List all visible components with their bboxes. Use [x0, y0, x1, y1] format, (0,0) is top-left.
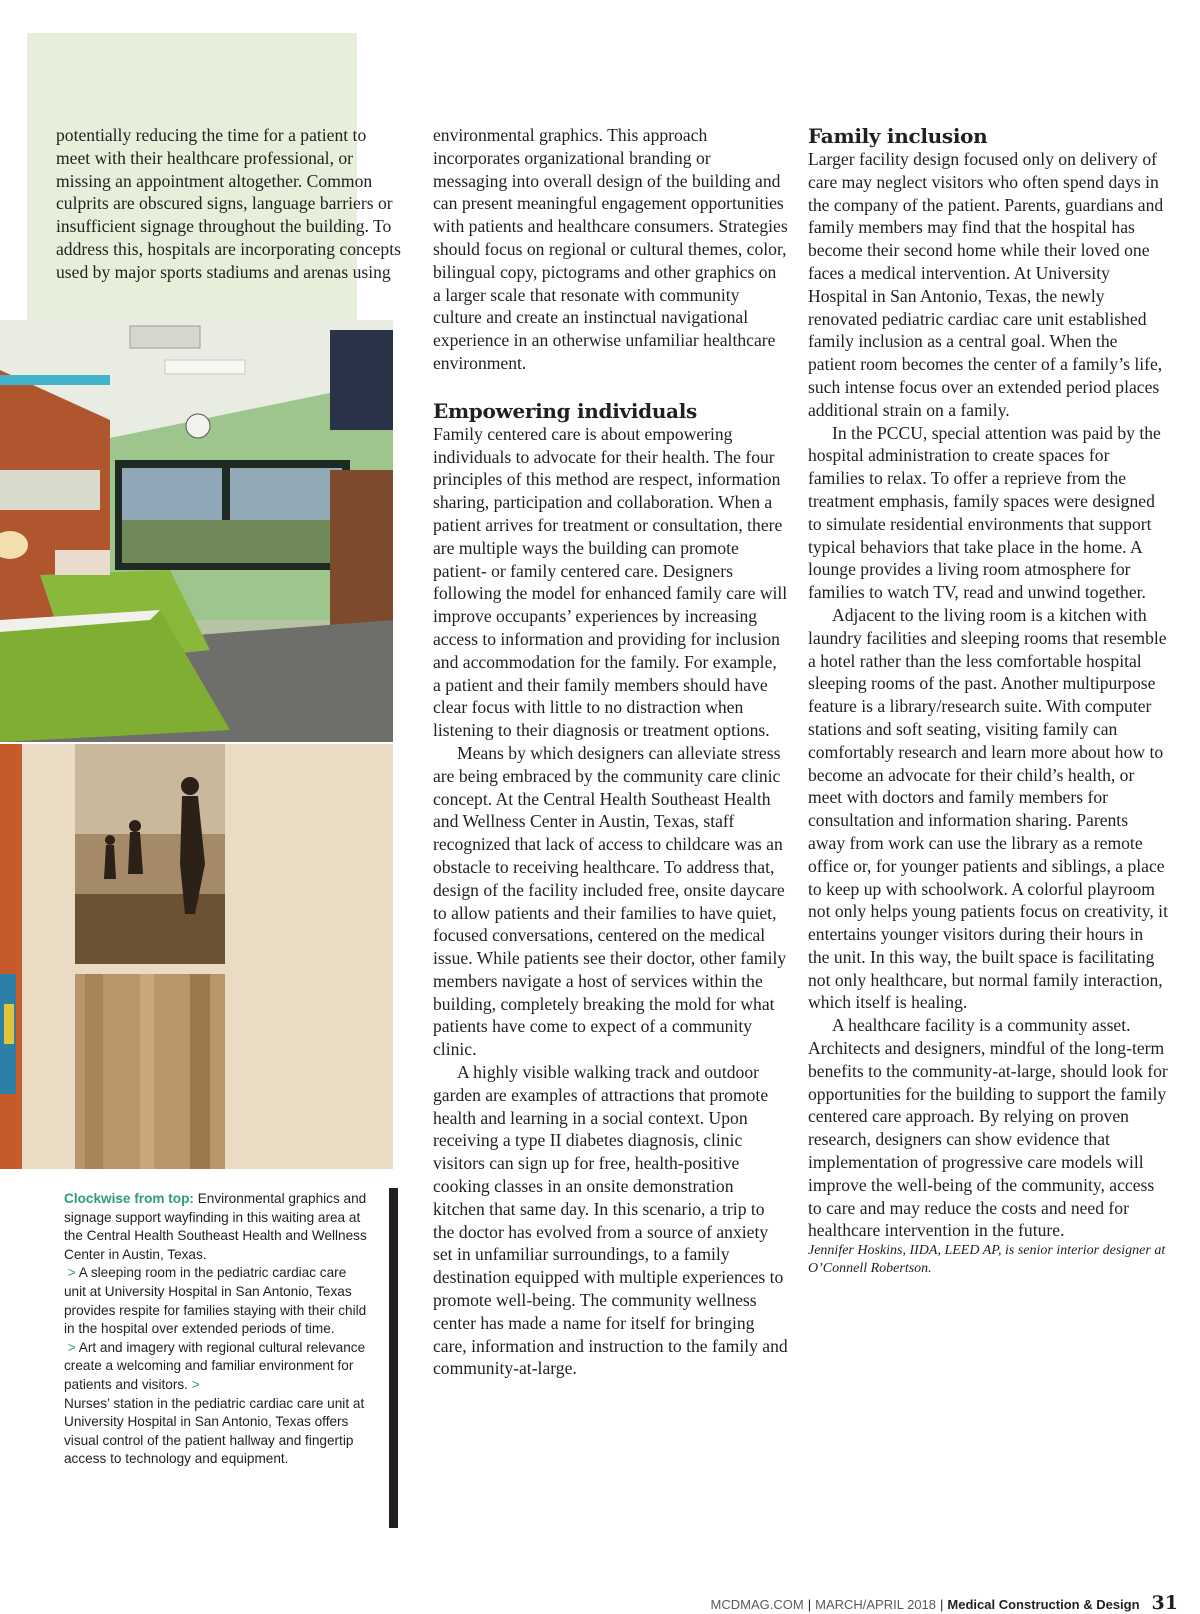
column2-paragraph-4: A highly visible walking track and outdoor garden are examples of attractions that promote health and learning in a social context. Upon receiving a type II diabetes diagnosis, clinic visitors can sign up for free, health-positive cooking classes in an onsite demonstration kitchen that same day. In this scenario, a trip to the doctor has evolved from a source of anxiety set in unfamiliar surroundings, to a family destination equipped with multiple experiences to promote well-being. The community wellness center has made a name for itself for bringing care, information and instruction to the family and community-at-large. — [433, 1062, 788, 1379]
caption-text-3: Art and imagery with regional cultural relevance create a welcoming and familiar environment for patients and visitors. — [64, 1339, 366, 1392]
caption-divider-bar — [389, 1188, 398, 1528]
footer-publication: Medical Construction & Design — [947, 1597, 1140, 1612]
column3-paragraph-1: Larger facility design focused only on delivery of care may neglect visitors who often spend days in the company of the patient. Parents, guardians and family members may find that the hospital has become their second home while their loved one faces a medical intervention. At University Hospital in San Antonio, Texas, the newly renovated pediatric cardiac care unit established family inclusion as a central goal. When the patient room becomes the center of a family’s life, such intense focus over an extended period places additional strain on a family. — [808, 149, 1164, 420]
caption-arrow-icon: > — [191, 1376, 200, 1392]
caption-third — [64, 1339, 369, 1395]
caption-text-2: A sleeping room in the pediatric cardiac care unit at University Hospital in San Antonio, Texas provides respite for families staying with their child in the hospital over extended periods of time. — [64, 1265, 367, 1337]
column3-paragraph-4: A healthcare facility is a community asset. Architects and designers, mindful of the long-term benefits to the community-at-large, should look for opportunities for the building to support the family centered care approach. By relying on proven research, designers can show evidence that implementation of progressive care models will improve the well-being of the community, access to care and may reduce the costs and need for healthcare intervention in the future. — [808, 1015, 1168, 1241]
caption-fourth — [64, 1395, 369, 1469]
column2-paragraph-2: Family centered care is about empowering individuals to advocate for their health. The four principles of this method are respect, information sharing, participation and collaboration. When a patient arrives for treatment or consultation, there are multiple ways the building can promote patient- or family centered care. Designers following the model for enhanced family care will improve occupants’ experiences by increasing access to information and providing for inclusion and accommodation for the family. For example, a patient and their family members should have clear focus with little to no distraction when listening to their diagnosis or treatment options. — [433, 423, 788, 741]
column-1 — [56, 124, 401, 284]
column-3 — [808, 124, 1168, 1278]
caption-text-4: Nurses’ station in the pediatric cardiac care unit at University Hospital in San Antonio, Texas offers visual control of the patient hallway and fingertip access to technology and equipment. — [64, 1395, 365, 1467]
author-byline: Jennifer Hoskins, IIDA, LEED AP, is senior interior designer at O’Connell Robertson. — [808, 1243, 1166, 1277]
column-2 — [433, 124, 788, 1380]
heading-empowering-individuals: Empowering individuals — [433, 398, 697, 423]
caption-arrow-icon: > — [67, 1339, 76, 1355]
column2-paragraph-3: Means by which designers can alleviate stress are being embraced by the community care clinic concept. At the Central Health Southeast Health and Wellness Center in Austin, Texas, staff recognized that lack of access to childcare was an obstacle to receiving healthcare. To address that, design of the facility included free, onsite daycare to allow patients and their families to have quiet, focused conversations, centered on the medical issue. While patients see their doctor, other family members navigate a host of services within the building, completely breaking the mold for what patients have come to expect of a community clinic. — [433, 742, 787, 1060]
caption-lead: Clockwise from top: — [64, 1191, 194, 1206]
heading-family-inclusion: Family inclusion — [808, 124, 988, 148]
footer-separator: | — [807, 1597, 812, 1612]
photo-sleeping-room — [0, 320, 393, 742]
caption-arrow-icon: > — [67, 1265, 76, 1281]
caption-text-1: Environmental graphics and signage support wayfinding in this waiting area at the Central Health Southeast Health and Wellness Center in Austin, Texas. — [64, 1191, 367, 1262]
column1-paragraph-1: potentially reducing the time for a patient to meet with their healthcare professional, or missing an appointment altogether. Common culprits are obscured signs, language barriers or insufficient signage throughout the building. To address this, hospitals are incorporating concepts used by major sports stadiums and arenas using — [56, 125, 401, 282]
photo-regional-art-wall — [0, 744, 393, 1169]
footer-issue: MARCH/APRIL 2018 — [815, 1597, 937, 1612]
column2-paragraph-1: environmental graphics. This approach incorporates organizational branding or messaging into overall design of the building and can present meaningful engagement opportunities with patients and healthcare consumers. Strategies should focus on regional or cultural themes, color, bilingual copy, pictograms and other graphics on a larger scale that resonate with community culture and create an instinctual navigational experience in an otherwise unfamiliar healthcare environment. — [433, 125, 788, 373]
caption-second — [64, 1264, 369, 1338]
caption-first — [64, 1190, 369, 1264]
page-footer — [711, 1592, 1178, 1612]
photo-caption — [64, 1190, 369, 1469]
column3-paragraph-2: In the PCCU, special attention was paid by the hospital administration to create spaces for families to relax. To offer a reprieve from the treatment emphasis, family spaces were designed to simulate residential environments that support typical behaviors that take place in the home. A lounge provides a living room atmosphere for families to watch TV, read and unwind together. — [808, 422, 1161, 603]
footer-separator: | — [940, 1597, 944, 1612]
footer-site: MCDMAG.COM — [710, 1597, 804, 1612]
column3-paragraph-3: Adjacent to the living room is a kitchen with laundry facilities and sleeping rooms that resemble a hotel rather than the less comfortable hospital sleeping rooms of the past. Another multipurpose feature is a library/research suite. With computer stations and soft seating, visiting family can comfortably research and learn more about how to become an advocate for their child’s health, or meet with doctors and family members for consultation and information sharing. Parents away from work can use the library as a remote office or, for younger patients and siblings, a place to keep up with schoolwork. A colorful playroom not only helps young patients focus on creativity, it entertains younger visitors during their hours in the unit. In this way, the built space is facilitating not only healthcare, but normal family interaction, which itself is healing. — [808, 604, 1168, 1013]
page-number: 31 — [1151, 1592, 1178, 1614]
